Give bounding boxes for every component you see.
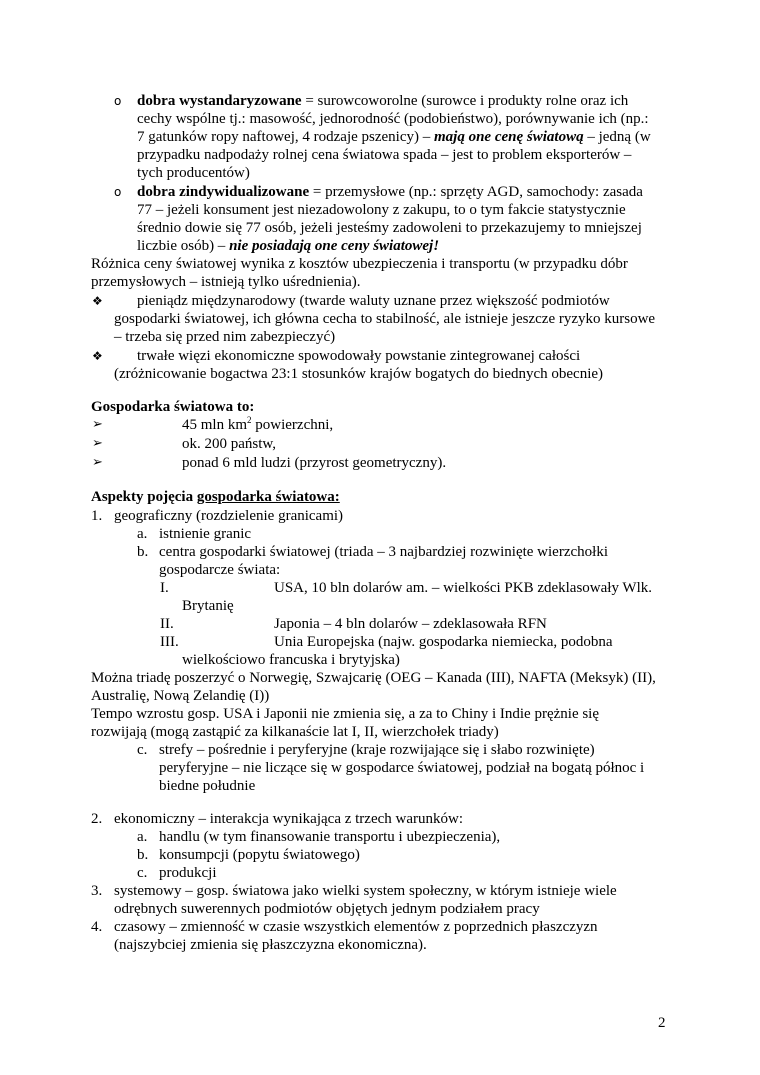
bullet-circle-icon: o [114, 94, 122, 108]
text: gospodarka światowa: [196, 489, 340, 505]
text: = przemysłowe (np.: sprzęty AGD, samochody: zasada [309, 184, 643, 200]
text: 45 mln km [182, 417, 248, 433]
money-line3: – trzeba się przed nim zabezpieczyć) [114, 329, 336, 345]
goods-standardized-line4: przypadku nadpodaży rolnej cena światowa spada – jest to problem eksporterów – [137, 147, 632, 163]
ties-line2: (zróżnicowanie bogactwa 23:1 stosunków krajów bogatych do biednych obecnie) [114, 366, 604, 382]
diamond-bullet-icon: ❖ [92, 294, 103, 308]
bullet-circle-icon: o [114, 185, 122, 199]
aspects-heading [91, 488, 340, 506]
world-states: ok. 200 państw, [182, 436, 277, 452]
superscript: 2 [247, 415, 252, 425]
list-letter: a. [137, 526, 148, 542]
triad-eu-line2: wielkościowo francuska i brytyjska) [182, 652, 400, 668]
triad-note-line3: Tempo wzrostu gosp. USA i Japonii nie zmienia się, a za to Chiny i Indie prężnie się [91, 706, 600, 722]
aspect-geographic: geograficzny (rozdzielenie granicami) [114, 508, 344, 524]
aspect-systemic-line2: odrębnych suwerennych podmiotów objętych jednym podziałem pracy [114, 901, 540, 917]
triad-note-line2: Australię, Nową Zelandię (I)) [91, 688, 270, 704]
goods-individual-line2: 77 – jeżeli konsument jest niezadowolony z zakupu, to o tym fakcie statystycznie [137, 202, 626, 218]
price-difference-line1: Różnica ceny światowej wynika z kosztów ubezpieczenia i transportu (w przypadku dóbr [91, 256, 628, 272]
list-number: 2. [91, 811, 103, 827]
text: powierzchni, [251, 417, 334, 433]
emphasis: mają one cenę światową [434, 129, 584, 145]
text: liczbie osób) – [137, 238, 230, 254]
goods-standardized-line2: cechy wspólne tj.: masowość, jednorodność (podobieństwo), porównywanie ich (np.: [137, 111, 649, 127]
arrow-bullet-icon: ➢ [92, 436, 103, 451]
emphasis: nie posiadają one ceny światowej! [229, 238, 440, 254]
goods-standardized-line1 [137, 92, 628, 110]
text: Aspekty pojęcia [91, 489, 197, 505]
triad-usa-line2: Brytanię [182, 598, 234, 614]
geographic-a: istnienie granic [159, 526, 252, 542]
triad-usa-line1: USA, 10 bln dolarów am. – wielkości PKB zdeklasowały Wlk. [274, 580, 653, 596]
economic-a: handlu (w tym finansowanie transportu i ubezpieczenia), [159, 829, 501, 845]
triad-eu-line1: Unia Europejska (najw. gospodarka niemiecka, podobna [274, 634, 613, 650]
arrow-bullet-icon: ➢ [92, 417, 103, 432]
list-number: 3. [91, 883, 103, 899]
term-standardized: dobra wystandaryzowane [137, 93, 302, 109]
geographic-c-line2: peryferyjne – nie liczące się w gospodarce światowej, podział na bogatą północ i [159, 760, 645, 776]
world-economy-heading: Gospodarka światowa to: [91, 399, 255, 415]
aspect-temporal-line1: czasowy – zmienność w czasie wszystkich elementów z poprzednich płaszczyzn [114, 919, 598, 935]
money-line2: gospodarki światowej, ich główna cecha to stabilność, ale istnieje jeszcze ryzyko kursowe [114, 311, 656, 327]
term-individual: dobra zindywidualizowane [137, 184, 310, 200]
text: – jedną (w [583, 129, 651, 145]
triad-japan: Japonia – 4 bln dolarów – zdeklasowała RFN [274, 616, 547, 632]
world-area [182, 416, 333, 434]
goods-standardized-line3 [137, 128, 651, 146]
roman-numeral: III. [160, 634, 179, 650]
roman-numeral: II. [160, 616, 174, 632]
world-people: ponad 6 mld ludzi (przyrost geometryczny). [182, 455, 447, 471]
diamond-bullet-icon: ❖ [92, 349, 103, 363]
list-number: 1. [91, 508, 103, 524]
aspect-systemic-line1: systemowy – gosp. światowa jako wielki system społeczny, w którym istnieje wiele [114, 883, 617, 899]
list-letter: c. [137, 865, 148, 881]
text: = surowcoworolne (surowce i produkty rolne oraz ich [301, 93, 629, 109]
list-letter: b. [137, 847, 149, 863]
geographic-b-line1: centra gospodarki światowej (triada – 3 najbardziej rozwinięte wierzchołki [159, 544, 608, 560]
roman-numeral: I. [160, 580, 169, 596]
aspect-temporal-line2: (najszybciej zmienia się płaszczyzna ekonomiczna). [114, 937, 427, 953]
triad-note-line1: Można triadę poszerzyć o Norwegię, Szwajcarię (OEG – Kanada (III), NAFTA (Meksyk) (II), [91, 670, 656, 686]
economic-b: konsumpcji (popytu światowego) [159, 847, 360, 863]
money-line1: pieniądz międzynarodowy (twarde waluty uznane przez większość podmiotów [137, 293, 610, 309]
list-letter: c. [137, 742, 148, 758]
geographic-b-line2: gospodarcze świata: [159, 562, 281, 578]
economic-c: produkcji [159, 865, 217, 881]
geographic-c-line1: strefy – pośrednie i peryferyjne (kraje rozwijające się i słabo rozwinięte) [159, 742, 595, 758]
triad-note-line4: rozwijają (mogą zastąpić za kilkanaście lat I, II, wierzchołek triady) [91, 724, 499, 740]
text: 7 gatunków ropy naftowej, 4 rodzaje pszenicy) – [137, 129, 434, 145]
list-letter: a. [137, 829, 148, 845]
goods-individual-line3: średnio dowie się 77 osób, jeżeli jesteśmy zadowoleni to przekazujemy to mniejszej [137, 220, 642, 236]
geographic-c-line3: biedne południe [159, 778, 256, 794]
list-number: 4. [91, 919, 103, 935]
list-letter: b. [137, 544, 149, 560]
ties-line1: trwałe więzi ekonomiczne spowodowały powstanie zintegrowanej całości [137, 348, 581, 364]
aspect-economic: ekonomiczny – interakcja wynikająca z trzech warunków: [114, 811, 464, 827]
goods-individual-line4 [137, 237, 439, 255]
goods-standardized-line5: tych producentów) [137, 165, 250, 181]
arrow-bullet-icon: ➢ [92, 455, 103, 470]
page-number: 2 [658, 1015, 666, 1031]
price-difference-line2: przemysłowych – istnieją tylko uśrednienia). [91, 274, 361, 290]
goods-individual-line1 [137, 183, 643, 201]
